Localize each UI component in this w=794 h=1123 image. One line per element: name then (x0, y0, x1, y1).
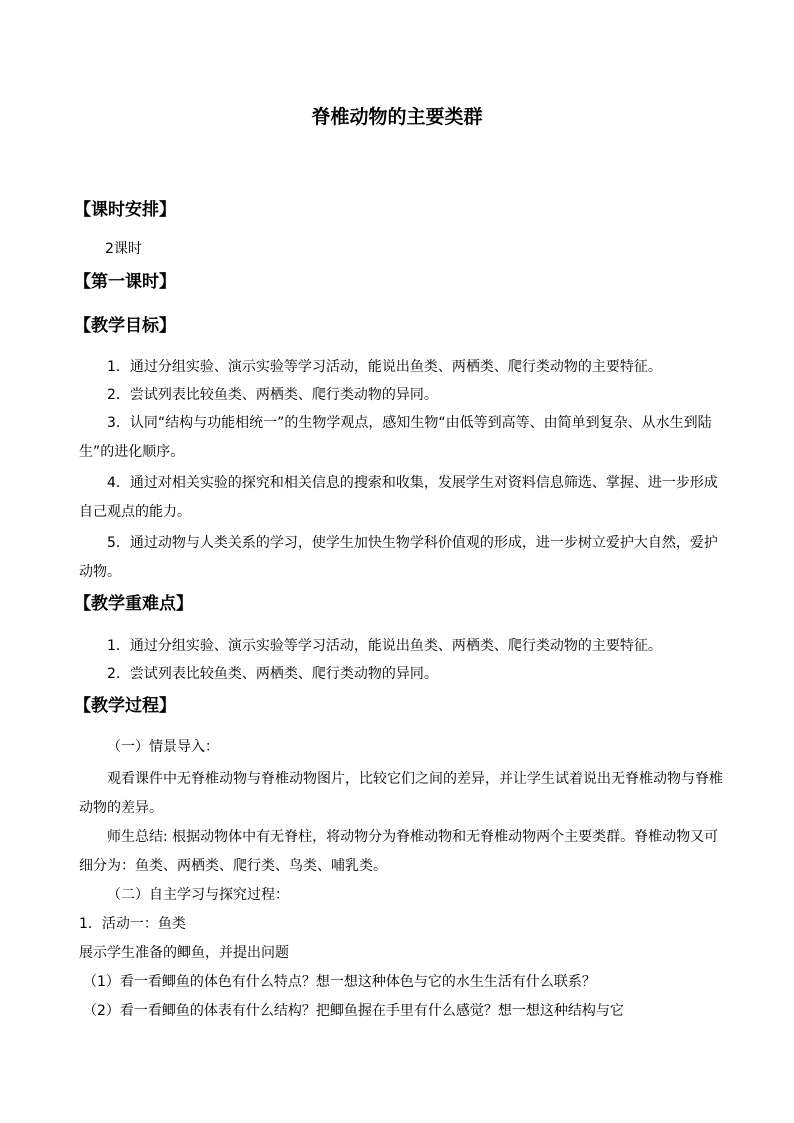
objective-item-2: 2．尝试列表比较鱼类、两栖类、爬行类动物的异同。 (107, 387, 438, 403)
key-point-item-2: 2．尝试列表比较鱼类、两栖类、爬行类动物的异同。 (107, 666, 438, 682)
heading-process: 【教学过程】 (74, 696, 176, 716)
process-intro-paragraph: 观看课件中无脊椎动物与脊椎动物图片，比较它们之间的差异，并让学生试着说出无脊椎动物与脊椎动物的差异。 (79, 771, 723, 816)
question-1: （1）看一看鲫鱼的体色有什么特点？想一想这种体色与它的水生生活有什么联系？ (83, 974, 596, 990)
objective-item-1: 1．通过分组实验、演示实验等学习活动，能说出鱼类、两栖类、爬行类动物的主要特征。 (107, 359, 662, 375)
process-self-study-label: （二）自主学习与探究过程： (107, 887, 289, 903)
key-point-item-1: 1．通过分组实验、演示实验等学习活动，能说出鱼类、两栖类、爬行类动物的主要特征。 (107, 638, 662, 654)
show-crucian-carp: 展示学生准备的鲫鱼，并提出问题 (79, 945, 289, 961)
page-title: 脊椎动物的主要类群 (311, 106, 483, 128)
heading-arrangement: 【课时安排】 (74, 200, 176, 220)
process-summary-paragraph: 师生总结: 根据动物体中有无脊柱，将动物分为脊椎动物和无脊椎动物两个主要类群。脊椎动物又可细分为：鱼类、两栖类、爬行类、鸟类、哺乳类。 (79, 829, 719, 874)
process-intro-label: （一）情景导入： (107, 739, 219, 755)
objective-item-4: 4．通过对相关实验的探究和相关信息的搜索和收集，发展学生对资料信息筛选、掌握、进一步形成自己观点的能力。 (79, 475, 718, 520)
activity-fish: 1．活动一：鱼类 (79, 916, 186, 932)
objective-item-3: 3．认同“结构与功能相统一”的生物学观点，感知生物“由低等到高等、由简单到复杂、从水生到陆生”的进化顺序。 (79, 415, 712, 460)
objective-item-5: 5．通过动物与人类关系的学习，使学生加快生物学科价值观的形成，进一步树立爱护大自然，爱护动物。 (79, 535, 718, 580)
arrangement-content: 2课时 (105, 241, 142, 257)
heading-objectives: 【教学目标】 (74, 316, 176, 336)
heading-first-lesson: 【第一课时】 (74, 272, 176, 292)
heading-key-points: 【教学重难点】 (74, 594, 193, 614)
question-2: （2）看一看鲫鱼的体表有什么结构？把鲫鱼握在手里有什么感觉？想一想这种结构与它 (83, 1003, 624, 1019)
